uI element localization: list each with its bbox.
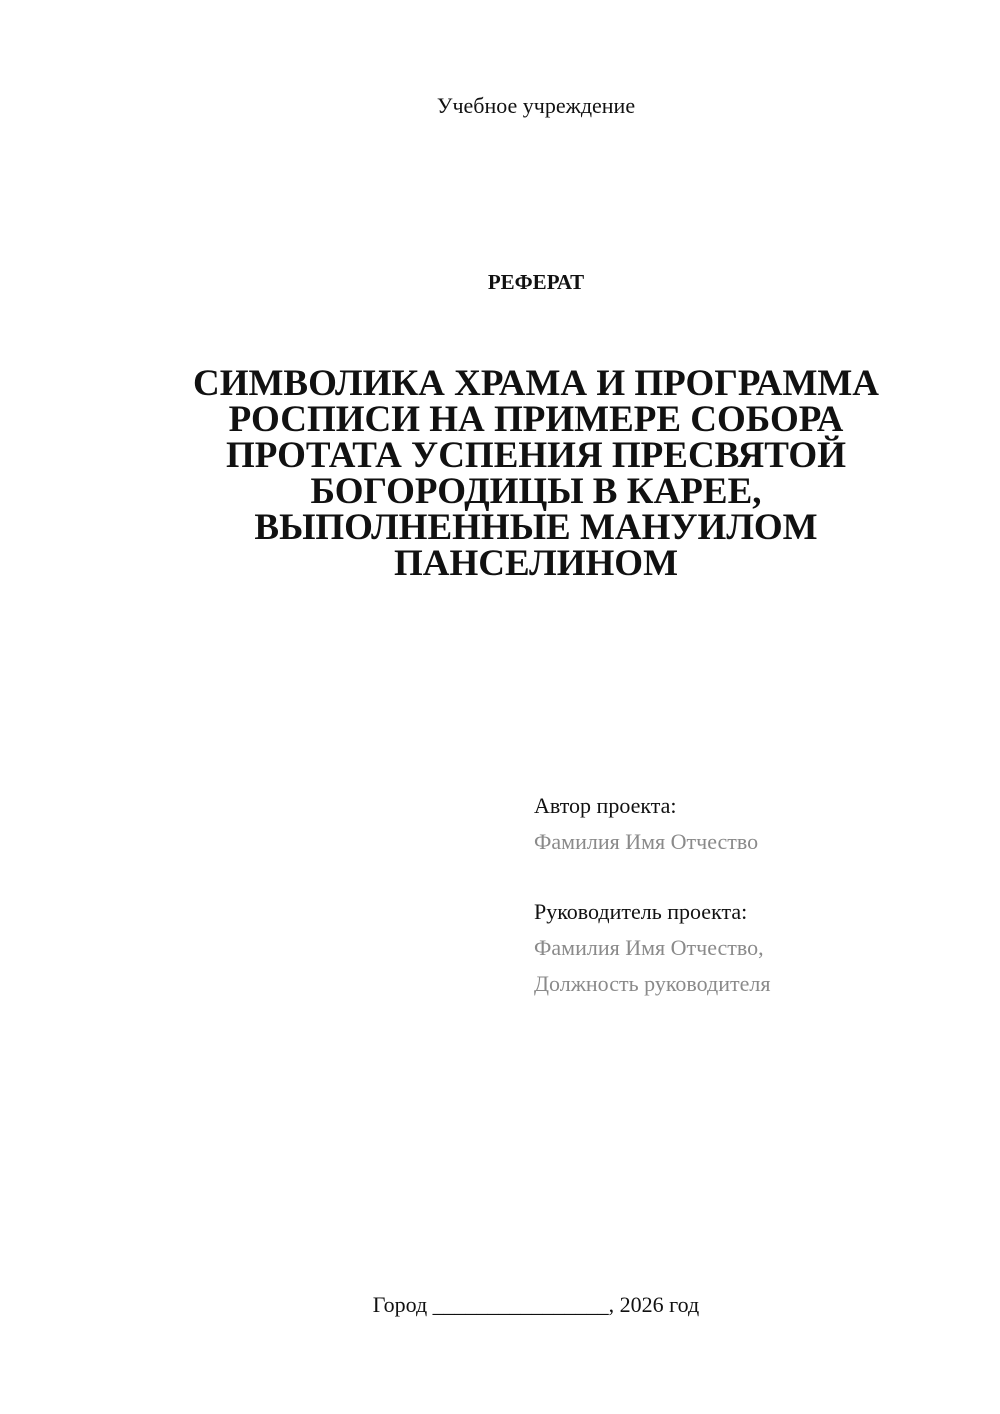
document-type: РЕФЕРАТ [487, 270, 585, 294]
topic-title-line: ПРОТАТА УСПЕНИЯ ПРЕСВЯТОЙ [225, 435, 846, 476]
topic-title-line: СИМВОЛИКА ХРАМА И ПРОГРАММА [192, 363, 880, 404]
city-year-line: Город ________________, 2026 год [372, 1292, 700, 1317]
author-name: Фамилия Имя Отчество [534, 829, 759, 854]
spacer [534, 860, 974, 894]
topic-title-line: БОГОРОДИЦЫ В КАРЕЕ, [310, 471, 762, 512]
project-info [534, 788, 974, 1002]
topic-title-line: ПАНСЕЛИНОМ [393, 543, 679, 584]
supervisor-label: Руководитель проекта: [534, 899, 748, 924]
supervisor-name: Фамилия Имя Отчество, [534, 935, 764, 960]
author-label: Автор проекта: [534, 793, 677, 818]
supervisor-position: Должность руководителя [534, 971, 771, 996]
topic-title [120, 363, 952, 584]
topic-title-line: ВЫПОЛНЕННЫЕ МАНУИЛОМ [254, 507, 818, 548]
topic-title-line: РОСПИСИ НА ПРИМЕРЕ СОБОРА [228, 399, 844, 440]
institution-name: Учебное учреждение [436, 93, 636, 118]
